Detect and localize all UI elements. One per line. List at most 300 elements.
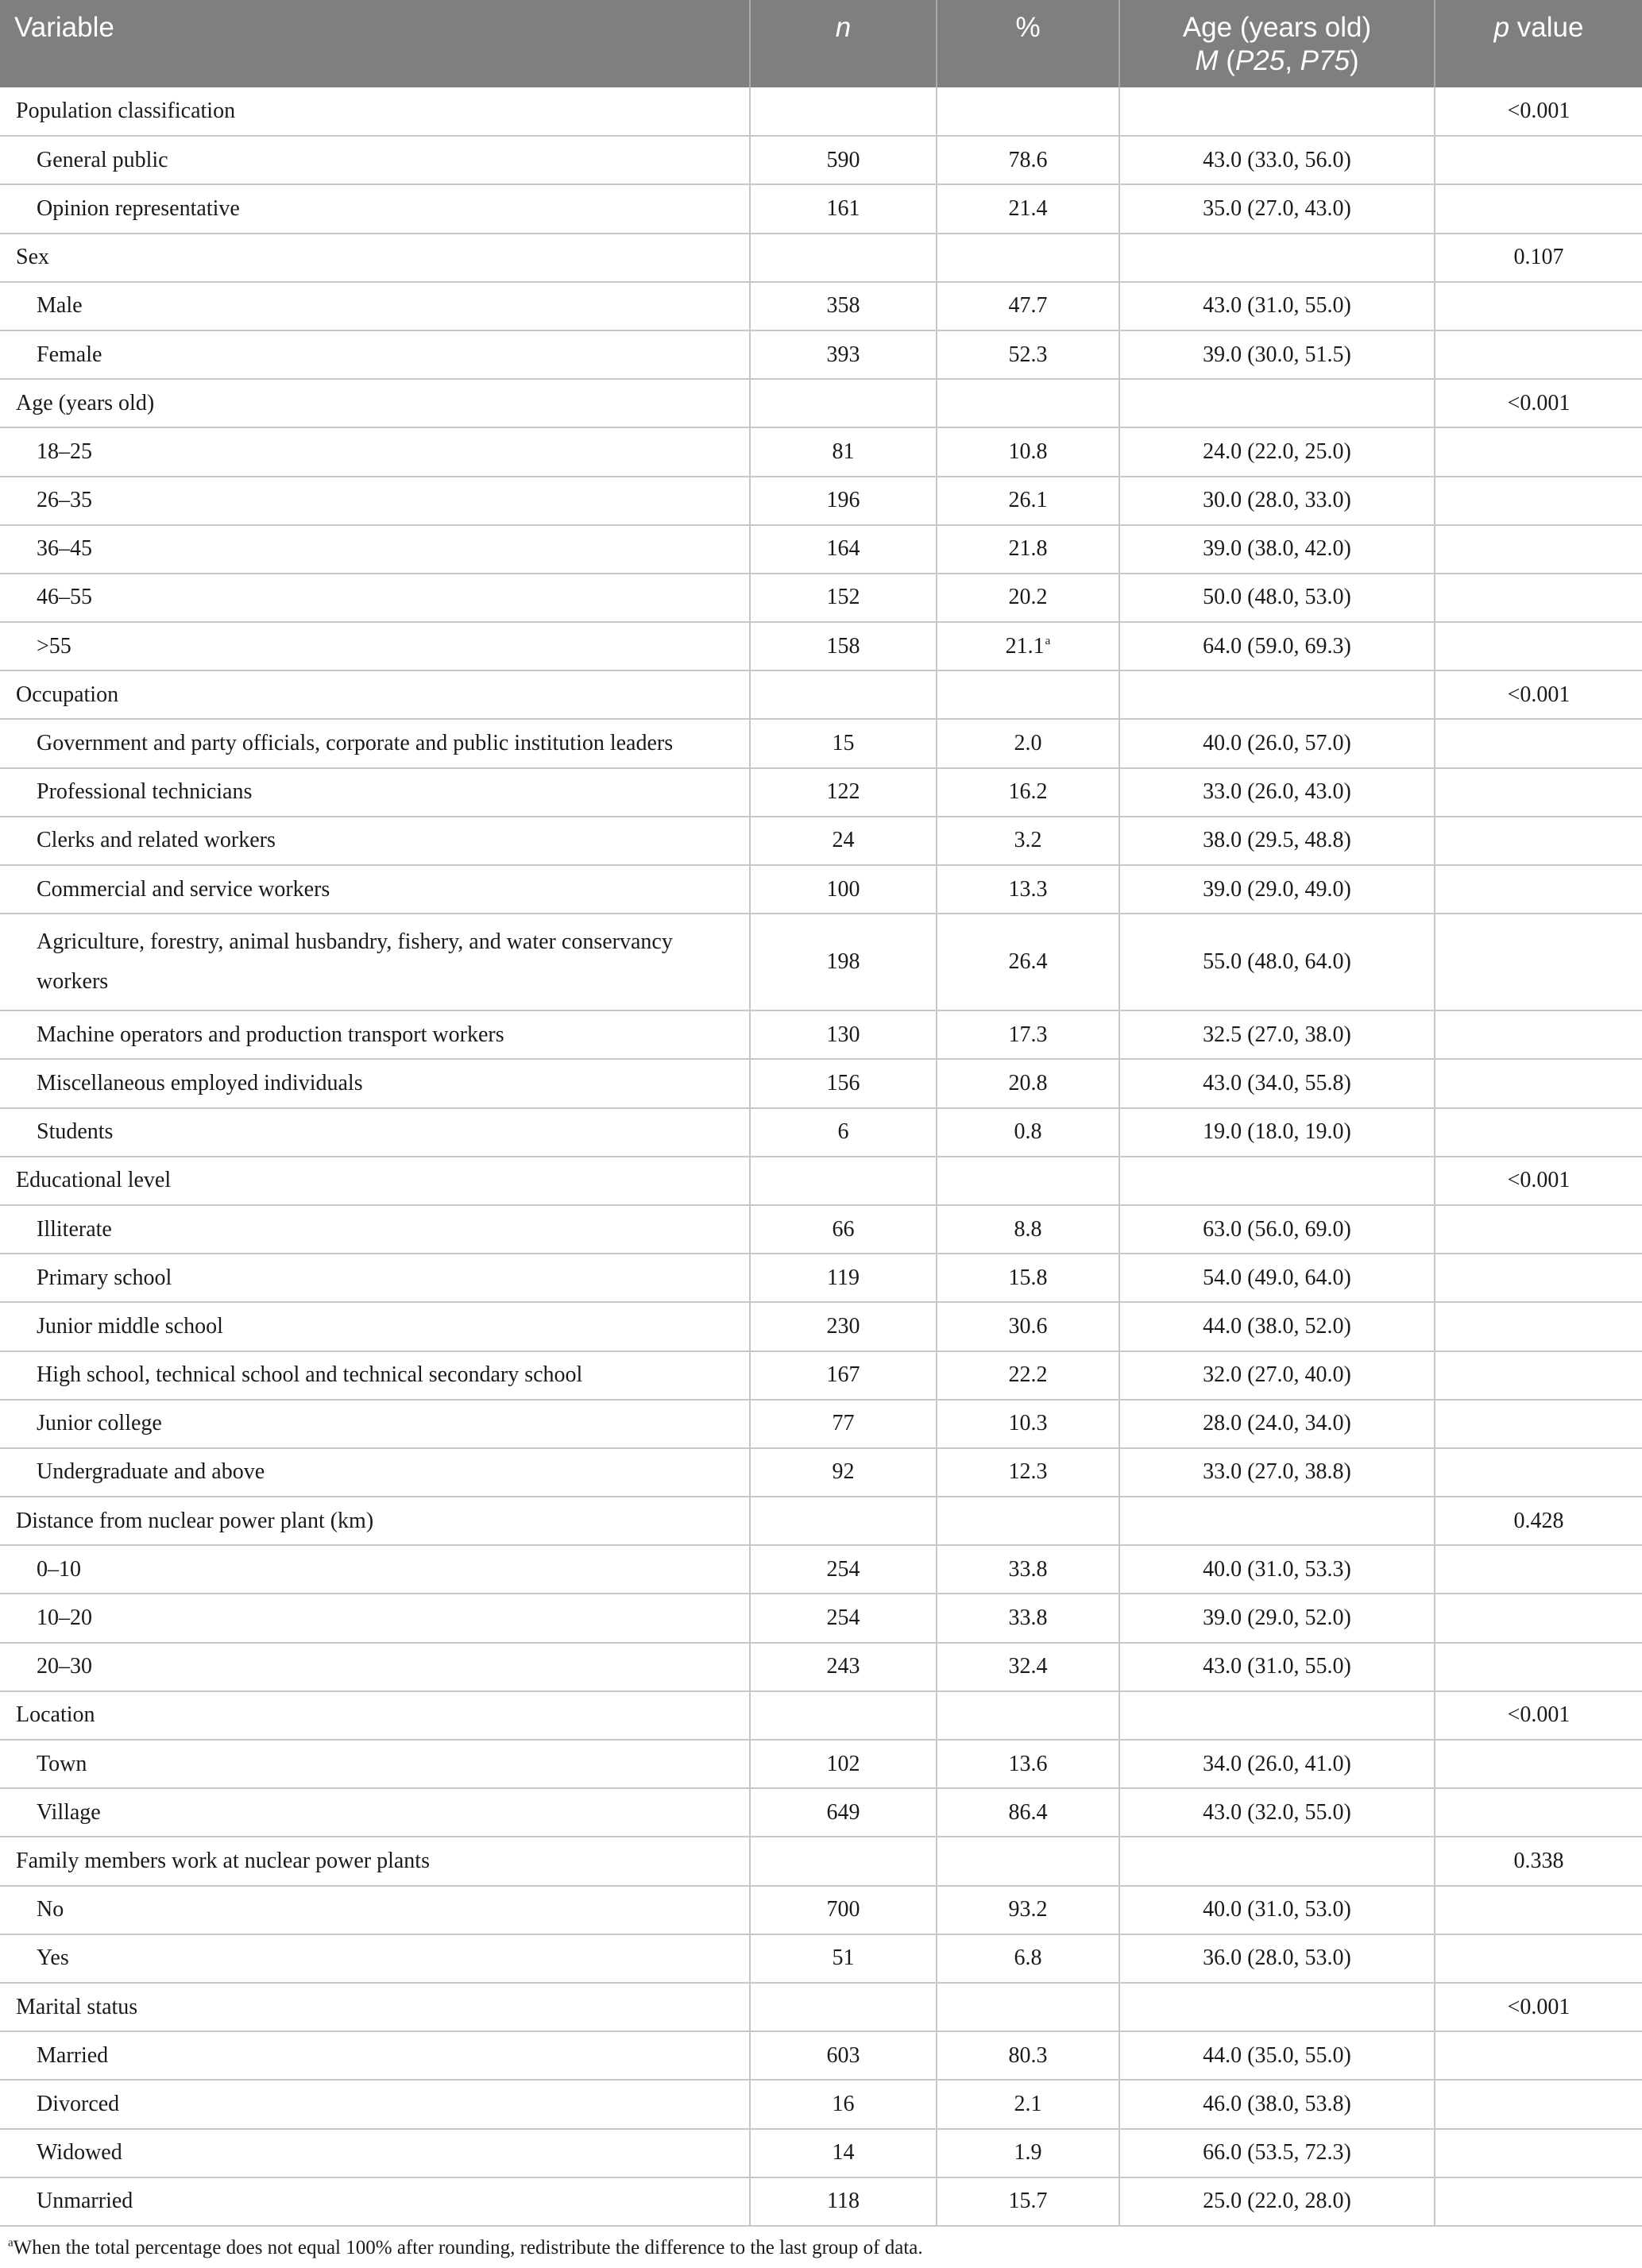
cell-p-value bbox=[1435, 1643, 1642, 1691]
table-row bbox=[0, 1448, 1642, 1497]
cell-n bbox=[750, 234, 937, 282]
table-row bbox=[0, 1788, 1642, 1837]
cell-age-text: 39.0 (30.0, 51.5) bbox=[1203, 342, 1351, 367]
cell-p-value bbox=[1435, 1400, 1642, 1448]
cell-variable-text: Family members work at nuclear power plants bbox=[16, 1848, 430, 1873]
header-age-paren-open: ( bbox=[1218, 45, 1235, 76]
cell-variable-text: Yes bbox=[37, 1945, 69, 1971]
table-row bbox=[0, 1254, 1642, 1302]
cell-n-text: 51 bbox=[832, 1945, 855, 1971]
cell-percent-text: 13.3 bbox=[1008, 876, 1048, 902]
cell-variable bbox=[0, 330, 750, 379]
cell-p-value bbox=[1435, 1837, 1642, 1885]
cell-p-value bbox=[1435, 768, 1642, 817]
cell-percent bbox=[937, 1594, 1119, 1642]
cell-variable bbox=[0, 1643, 750, 1691]
cell-variable-text: Educational level bbox=[16, 1168, 172, 1193]
table-row bbox=[0, 1010, 1642, 1059]
cell-percent bbox=[937, 1788, 1119, 1837]
cell-percent bbox=[937, 1302, 1119, 1350]
cell-p-value bbox=[1435, 1010, 1642, 1059]
cell-variable-text: Male bbox=[37, 293, 83, 319]
cell-age-text: 44.0 (35.0, 55.0) bbox=[1203, 2042, 1351, 2068]
table-group-row bbox=[0, 1691, 1642, 1740]
cell-age-text: 50.0 (48.0, 53.0) bbox=[1203, 585, 1351, 610]
header-age-line1: Age (years old) bbox=[1182, 12, 1372, 43]
table-row bbox=[0, 817, 1642, 865]
header-n: n bbox=[750, 0, 937, 87]
cell-variable bbox=[0, 1497, 750, 1545]
cell-age bbox=[1119, 1497, 1435, 1545]
cell-percent-text: 78.6 bbox=[1008, 147, 1048, 172]
cell-percent-text: 32.4 bbox=[1008, 1654, 1048, 1679]
cell-p-value bbox=[1435, 1740, 1642, 1788]
cell-percent-text: 26.1 bbox=[1008, 488, 1048, 513]
cell-variable-text: Population classification bbox=[16, 99, 236, 124]
cell-percent-text: 47.7 bbox=[1008, 293, 1048, 319]
table-row bbox=[0, 136, 1642, 184]
cell-age bbox=[1119, 87, 1435, 136]
cell-p-value-text: <0.001 bbox=[1507, 99, 1571, 124]
footnote-text: When the total percentage does not equal 100% after rounding, redistribute the difference to the last group of data. bbox=[13, 2236, 923, 2258]
footnote-ref: a bbox=[1045, 635, 1051, 648]
cell-variable-text: Married bbox=[37, 2042, 109, 2068]
cell-p-value bbox=[1435, 2177, 1642, 2226]
cell-variable bbox=[0, 1691, 750, 1740]
cell-p-value bbox=[1435, 622, 1642, 670]
cell-p-value bbox=[1435, 1788, 1642, 1837]
cell-age-text: 39.0 (29.0, 52.0) bbox=[1203, 1605, 1351, 1631]
cell-n bbox=[750, 1691, 937, 1740]
cell-variable bbox=[0, 719, 750, 767]
cell-variable-text: 46–55 bbox=[37, 585, 92, 610]
cell-p-value-text: 0.428 bbox=[1513, 1508, 1564, 1533]
cell-percent bbox=[937, 865, 1119, 914]
cell-age-text: 39.0 (29.0, 49.0) bbox=[1203, 876, 1351, 902]
table-group-row bbox=[0, 234, 1642, 282]
cell-variable-text: Sex bbox=[16, 245, 49, 270]
cell-p-value bbox=[1435, 1691, 1642, 1740]
cell-variable-text: >55 bbox=[37, 633, 71, 659]
cell-age-text: 35.0 (27.0, 43.0) bbox=[1203, 195, 1351, 221]
cell-p-value-text: 0.338 bbox=[1513, 1848, 1564, 1873]
cell-age-text: 30.0 (28.0, 33.0) bbox=[1203, 488, 1351, 513]
cell-age-text: 36.0 (28.0, 53.0) bbox=[1203, 1945, 1351, 1971]
table-row bbox=[0, 1400, 1642, 1448]
table-row bbox=[0, 427, 1642, 476]
cell-p-value bbox=[1435, 1059, 1642, 1107]
cell-variable bbox=[0, 2129, 750, 2177]
cell-percent bbox=[937, 330, 1119, 379]
cell-age bbox=[1119, 622, 1435, 670]
cell-variable bbox=[0, 87, 750, 136]
cell-n bbox=[750, 136, 937, 184]
cell-percent-text: 93.2 bbox=[1008, 1897, 1048, 1922]
cell-n bbox=[750, 622, 937, 670]
cell-variable bbox=[0, 379, 750, 427]
cell-variable-text: Occupation bbox=[16, 682, 119, 707]
cell-variable-text: Illiterate bbox=[37, 1216, 112, 1242]
cell-age bbox=[1119, 1837, 1435, 1885]
table-row bbox=[0, 768, 1642, 817]
cell-p-value bbox=[1435, 1302, 1642, 1350]
cell-variable-text: Machine operators and production transport workers bbox=[37, 1022, 504, 1047]
cell-percent-text: 8.8 bbox=[1014, 1216, 1042, 1242]
table-row bbox=[0, 1886, 1642, 1934]
footnote-marker: a bbox=[8, 2236, 14, 2250]
cell-variable-text: Undergraduate and above bbox=[37, 1459, 265, 1485]
cell-variable-text: Primary school bbox=[37, 1265, 172, 1290]
cell-n-text: 152 bbox=[826, 585, 860, 610]
cell-p-value bbox=[1435, 1157, 1642, 1205]
cell-age-text: 43.0 (32.0, 55.0) bbox=[1203, 1799, 1351, 1825]
cell-age bbox=[1119, 768, 1435, 817]
cell-n bbox=[750, 184, 937, 233]
cell-percent-text: 17.3 bbox=[1008, 1022, 1048, 1047]
header-age-sep: , bbox=[1285, 45, 1300, 76]
cell-n bbox=[750, 2031, 937, 2080]
cell-n bbox=[750, 719, 937, 767]
cell-variable-text: General public bbox=[37, 147, 168, 172]
cell-n bbox=[750, 670, 937, 719]
cell-p-value bbox=[1435, 2080, 1642, 2128]
cell-age-text: 40.0 (26.0, 57.0) bbox=[1203, 731, 1351, 756]
cell-n-text: 243 bbox=[826, 1654, 860, 1679]
cell-n-text: 164 bbox=[826, 536, 860, 562]
header-age-paren-close: ) bbox=[1349, 45, 1359, 76]
header-age-p25: P25 bbox=[1234, 45, 1285, 76]
cell-variable-text: High school, technical school and technical secondary school bbox=[37, 1362, 583, 1388]
table-group-row bbox=[0, 1983, 1642, 2031]
cell-percent bbox=[937, 1983, 1119, 2031]
cell-n-text: 254 bbox=[826, 1605, 860, 1631]
table-row bbox=[0, 865, 1642, 914]
cell-p-value bbox=[1435, 1886, 1642, 1934]
cell-percent-text: 52.3 bbox=[1008, 342, 1048, 367]
cell-variable bbox=[0, 2080, 750, 2128]
cell-n bbox=[750, 2080, 937, 2128]
cell-age-text: 54.0 (49.0, 64.0) bbox=[1203, 1265, 1351, 1290]
table-row bbox=[0, 525, 1642, 574]
cell-p-value-text: <0.001 bbox=[1507, 682, 1571, 707]
table-group-row bbox=[0, 1157, 1642, 1205]
cell-variable bbox=[0, 234, 750, 282]
table-row bbox=[0, 1594, 1642, 1642]
cell-p-value bbox=[1435, 234, 1642, 282]
cell-p-value bbox=[1435, 87, 1642, 136]
cell-p-value-text: <0.001 bbox=[1507, 1168, 1571, 1193]
cell-age bbox=[1119, 1205, 1435, 1254]
cell-n bbox=[750, 865, 937, 914]
cell-variable-text: Female bbox=[37, 342, 102, 367]
table-row bbox=[0, 622, 1642, 670]
cell-p-value bbox=[1435, 817, 1642, 865]
cell-age-text: 39.0 (38.0, 42.0) bbox=[1203, 536, 1351, 562]
cell-percent-text: 6.8 bbox=[1014, 1945, 1042, 1971]
header-age bbox=[1119, 0, 1435, 87]
cell-n-text: 196 bbox=[826, 488, 860, 513]
cell-p-value bbox=[1435, 477, 1642, 525]
cell-variable bbox=[0, 1983, 750, 2031]
cell-n-text: 102 bbox=[826, 1751, 860, 1776]
cell-variable bbox=[0, 865, 750, 914]
cell-n bbox=[750, 282, 937, 330]
cell-variable bbox=[0, 477, 750, 525]
cell-age bbox=[1119, 1302, 1435, 1350]
cell-p-value bbox=[1435, 1497, 1642, 1545]
cell-variable bbox=[0, 1010, 750, 1059]
cell-n bbox=[750, 427, 937, 476]
cell-variable bbox=[0, 914, 750, 1010]
cell-age bbox=[1119, 136, 1435, 184]
cell-p-value bbox=[1435, 2031, 1642, 2080]
cell-n bbox=[750, 1205, 937, 1254]
cell-n-text: 649 bbox=[826, 1799, 860, 1825]
cell-age bbox=[1119, 330, 1435, 379]
cell-n-text: 161 bbox=[826, 195, 860, 221]
cell-p-value bbox=[1435, 1983, 1642, 2031]
cell-percent-text: 30.6 bbox=[1008, 1313, 1048, 1339]
cell-n bbox=[750, 1400, 937, 1448]
cell-variable bbox=[0, 1108, 750, 1157]
cell-age bbox=[1119, 525, 1435, 574]
cell-percent bbox=[937, 1254, 1119, 1302]
cell-variable-text: Junior middle school bbox=[37, 1313, 223, 1339]
cell-n-text: 118 bbox=[827, 2189, 860, 2214]
cell-variable-text: Marital status bbox=[16, 1994, 138, 2019]
cell-percent bbox=[937, 817, 1119, 865]
cell-percent-text: 21.8 bbox=[1008, 536, 1048, 562]
cell-p-value-text: <0.001 bbox=[1507, 1702, 1571, 1728]
cell-n-text: 700 bbox=[826, 1897, 860, 1922]
cell-n-text: 92 bbox=[832, 1459, 855, 1485]
cell-variable-text: Village bbox=[37, 1799, 101, 1825]
cell-age bbox=[1119, 184, 1435, 233]
cell-percent bbox=[937, 914, 1119, 1010]
cell-variable-text: 18–25 bbox=[37, 439, 92, 464]
cell-n bbox=[750, 1983, 937, 2031]
cell-age bbox=[1119, 1010, 1435, 1059]
cell-n bbox=[750, 1254, 937, 1302]
cell-percent bbox=[937, 1400, 1119, 1448]
cell-variable bbox=[0, 427, 750, 476]
cell-n bbox=[750, 2129, 937, 2177]
cell-percent-text: 21.1 bbox=[1005, 633, 1045, 659]
cell-age-text: 46.0 (38.0, 53.8) bbox=[1203, 2091, 1351, 2116]
cell-n bbox=[750, 817, 937, 865]
cell-percent bbox=[937, 234, 1119, 282]
cell-p-value bbox=[1435, 1448, 1642, 1497]
cell-p-value-text: <0.001 bbox=[1507, 390, 1571, 415]
cell-age bbox=[1119, 1594, 1435, 1642]
cell-percent bbox=[937, 1059, 1119, 1107]
cell-age bbox=[1119, 1545, 1435, 1594]
cell-n bbox=[750, 914, 937, 1010]
header-variable: Variable bbox=[0, 0, 750, 87]
cell-variable bbox=[0, 282, 750, 330]
cell-p-value bbox=[1435, 1254, 1642, 1302]
cell-variable bbox=[0, 1886, 750, 1934]
table-footnote bbox=[0, 2227, 1642, 2262]
cell-age bbox=[1119, 574, 1435, 622]
cell-age-text: 33.0 (27.0, 38.8) bbox=[1203, 1459, 1351, 1485]
table-row bbox=[0, 1302, 1642, 1350]
cell-variable bbox=[0, 574, 750, 622]
cell-age-text: 28.0 (24.0, 34.0) bbox=[1203, 1411, 1351, 1436]
cell-variable-text: Miscellaneous employed individuals bbox=[37, 1070, 363, 1095]
cell-age bbox=[1119, 1643, 1435, 1691]
cell-n-text: 122 bbox=[826, 779, 860, 805]
cell-p-value bbox=[1435, 330, 1642, 379]
cell-n bbox=[750, 1837, 937, 1885]
table-row bbox=[0, 1934, 1642, 1983]
cell-p-value bbox=[1435, 670, 1642, 719]
cell-age bbox=[1119, 1400, 1435, 1448]
cell-age-text: 66.0 (53.5, 72.3) bbox=[1203, 2140, 1351, 2166]
cell-percent bbox=[937, 87, 1119, 136]
cell-percent-text: 2.0 bbox=[1014, 731, 1042, 756]
cell-variable bbox=[0, 1205, 750, 1254]
cell-p-value bbox=[1435, 1594, 1642, 1642]
cell-p-value bbox=[1435, 1205, 1642, 1254]
cell-percent bbox=[937, 1205, 1119, 1254]
cell-n bbox=[750, 2177, 937, 2226]
table-row bbox=[0, 2177, 1642, 2226]
cell-n-text: 77 bbox=[832, 1411, 855, 1436]
cell-n bbox=[750, 768, 937, 817]
cell-n-text: 167 bbox=[826, 1362, 860, 1388]
cell-n-text: 6 bbox=[837, 1119, 849, 1145]
cell-variable-text: Unmarried bbox=[37, 2189, 133, 2214]
cell-variable bbox=[0, 1157, 750, 1205]
cell-n bbox=[750, 1351, 937, 1400]
cell-percent bbox=[937, 2177, 1119, 2226]
cell-variable bbox=[0, 2177, 750, 2226]
cell-p-value bbox=[1435, 282, 1642, 330]
cell-percent-text: 20.2 bbox=[1008, 585, 1048, 610]
cell-age bbox=[1119, 719, 1435, 767]
cell-variable-text: Distance from nuclear power plant (km) bbox=[16, 1508, 374, 1533]
cell-n bbox=[750, 574, 937, 622]
cell-variable bbox=[0, 136, 750, 184]
table-group-row bbox=[0, 87, 1642, 136]
cell-age-text: 32.5 (27.0, 38.0) bbox=[1203, 1022, 1351, 1047]
cell-percent bbox=[937, 719, 1119, 767]
cell-percent bbox=[937, 1351, 1119, 1400]
cell-n-text: 14 bbox=[832, 2140, 855, 2166]
table-row bbox=[0, 719, 1642, 767]
cell-age-text: 19.0 (18.0, 19.0) bbox=[1203, 1119, 1351, 1145]
cell-age bbox=[1119, 1448, 1435, 1497]
table-group-row bbox=[0, 1497, 1642, 1545]
cell-variable bbox=[0, 2031, 750, 2080]
cell-age-text: 43.0 (33.0, 56.0) bbox=[1203, 147, 1351, 172]
cell-age bbox=[1119, 1691, 1435, 1740]
table-group-row bbox=[0, 379, 1642, 427]
cell-variable bbox=[0, 1594, 750, 1642]
cell-percent-text: 20.8 bbox=[1008, 1070, 1048, 1095]
cell-variable bbox=[0, 525, 750, 574]
cell-n bbox=[750, 1108, 937, 1157]
cell-age bbox=[1119, 477, 1435, 525]
cell-age bbox=[1119, 427, 1435, 476]
cell-age bbox=[1119, 1108, 1435, 1157]
cell-age bbox=[1119, 670, 1435, 719]
cell-p-value bbox=[1435, 719, 1642, 767]
cell-variable-text: No bbox=[37, 1897, 64, 1922]
table-row bbox=[0, 1205, 1642, 1254]
cell-n bbox=[750, 87, 937, 136]
cell-variable-text: Students bbox=[37, 1119, 114, 1145]
table-group-row bbox=[0, 1837, 1642, 1885]
cell-percent bbox=[937, 427, 1119, 476]
cell-age-text: 43.0 (31.0, 55.0) bbox=[1203, 293, 1351, 319]
cell-percent bbox=[937, 768, 1119, 817]
cell-percent bbox=[937, 1691, 1119, 1740]
cell-p-value bbox=[1435, 1545, 1642, 1594]
cell-variable bbox=[0, 768, 750, 817]
cell-age bbox=[1119, 817, 1435, 865]
table-row bbox=[0, 1643, 1642, 1691]
table-row bbox=[0, 1059, 1642, 1107]
cell-percent-text: 80.3 bbox=[1008, 2042, 1048, 2068]
cell-variable-text: Clerks and related workers bbox=[37, 828, 276, 853]
cell-age-text: 43.0 (31.0, 55.0) bbox=[1203, 1654, 1351, 1679]
table-row bbox=[0, 1108, 1642, 1157]
cell-n-text: 198 bbox=[826, 949, 860, 975]
cell-n bbox=[750, 1886, 937, 1934]
cell-n-text: 230 bbox=[826, 1313, 860, 1339]
cell-p-value bbox=[1435, 1108, 1642, 1157]
cell-n-text: 254 bbox=[826, 1556, 860, 1582]
cell-variable bbox=[0, 1837, 750, 1885]
table-row bbox=[0, 1545, 1642, 1594]
cell-variable bbox=[0, 1059, 750, 1107]
cell-percent bbox=[937, 1108, 1119, 1157]
cell-variable-text: Professional technicians bbox=[37, 779, 253, 805]
table-body bbox=[0, 87, 1642, 2226]
header-p-rest: value bbox=[1509, 12, 1584, 43]
cell-percent-text: 22.2 bbox=[1008, 1362, 1048, 1388]
cell-percent-text: 0.8 bbox=[1014, 1119, 1042, 1145]
cell-variable bbox=[0, 817, 750, 865]
cell-percent bbox=[937, 282, 1119, 330]
cell-variable bbox=[0, 1302, 750, 1350]
cell-p-value bbox=[1435, 136, 1642, 184]
cell-percent bbox=[937, 2031, 1119, 2080]
cell-p-value bbox=[1435, 184, 1642, 233]
cell-age bbox=[1119, 1059, 1435, 1107]
cell-age bbox=[1119, 234, 1435, 282]
cell-age-text: 63.0 (56.0, 69.0) bbox=[1203, 1216, 1351, 1242]
cell-variable bbox=[0, 670, 750, 719]
cell-age-text: 40.0 (31.0, 53.3) bbox=[1203, 1556, 1351, 1582]
cell-variable-text: 0–10 bbox=[37, 1556, 81, 1582]
cell-percent bbox=[937, 477, 1119, 525]
cell-n bbox=[750, 1643, 937, 1691]
cell-p-value bbox=[1435, 525, 1642, 574]
cell-percent bbox=[937, 184, 1119, 233]
cell-percent bbox=[937, 1010, 1119, 1059]
cell-n-text: 590 bbox=[826, 147, 860, 172]
cell-n-text: 603 bbox=[826, 2042, 860, 2068]
cell-age bbox=[1119, 1254, 1435, 1302]
header-age-m: M bbox=[1195, 45, 1219, 76]
cell-percent bbox=[937, 1448, 1119, 1497]
cell-n-text: 81 bbox=[832, 439, 855, 464]
cell-variable bbox=[0, 1448, 750, 1497]
cell-age-text: 44.0 (38.0, 52.0) bbox=[1203, 1313, 1351, 1339]
